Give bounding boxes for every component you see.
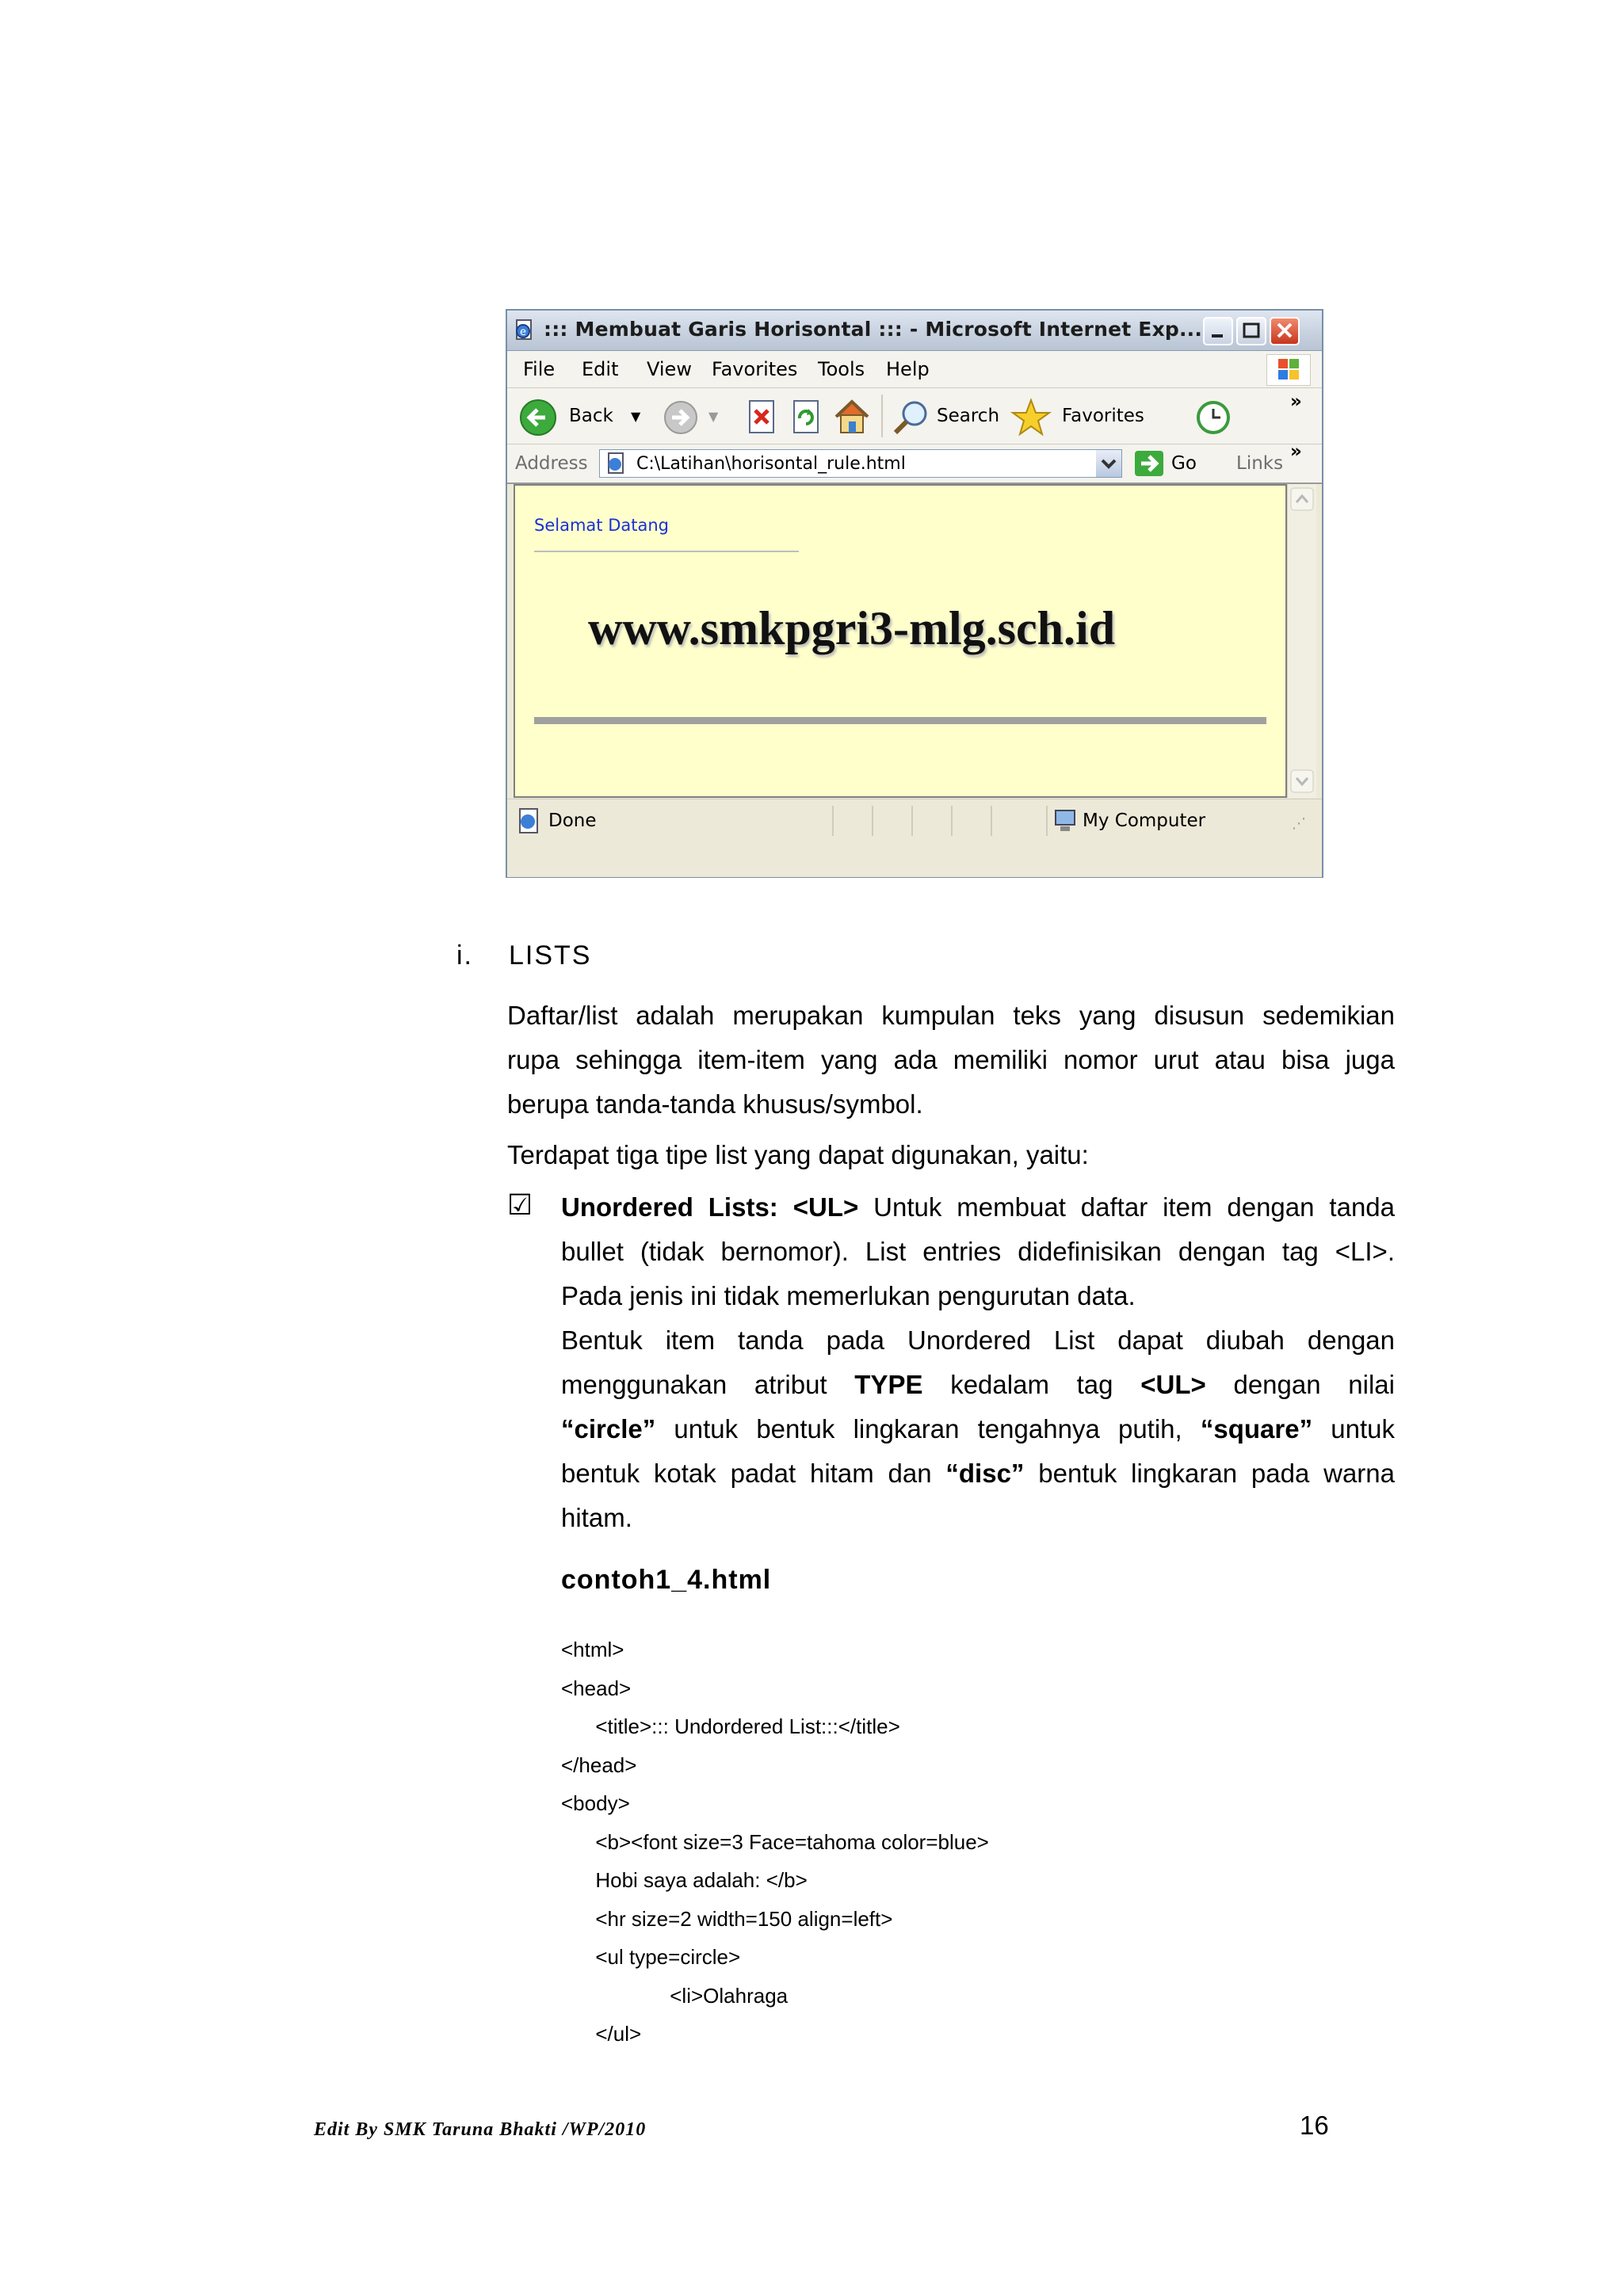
footer-credit: Edit By SMK Taruna Bhakti /WP/2010 — [314, 2119, 647, 2140]
address-input[interactable] — [599, 449, 1122, 478]
section-number: i. — [456, 940, 473, 971]
bullet-line — [561, 1363, 1395, 1407]
bullet-text: untuk — [1312, 1414, 1395, 1444]
back-dropdown-icon[interactable]: ▼ — [631, 409, 641, 424]
paragraph-intro — [507, 994, 1395, 1127]
bullet-term: “circle” — [561, 1414, 656, 1444]
section-title: LISTS — [509, 940, 592, 971]
search-button[interactable]: Search — [937, 406, 1000, 426]
forward-arrow-icon[interactable] — [663, 399, 699, 436]
page-greeting: Selamat Datang — [534, 516, 669, 535]
code-line: </head> — [561, 1753, 637, 1777]
code-line: <hr size=2 width=150 align=left> — [561, 1906, 893, 1931]
standard-toolbar — [507, 388, 1322, 444]
bullet-term: “disc” — [945, 1459, 1025, 1488]
status-text: Done — [548, 810, 597, 831]
page-number: 16 — [1300, 2111, 1329, 2140]
page-site-url: www.smkpgri3-mlg.sch.id — [588, 602, 1116, 654]
code-filename: contoh1_4.html — [561, 1565, 772, 1595]
bullet-text: kedalam tag — [922, 1370, 1141, 1399]
code-line: <html> — [561, 1638, 624, 1661]
code-line: <head> — [561, 1676, 632, 1700]
minimize-button[interactable] — [1203, 317, 1233, 345]
home-icon[interactable] — [832, 398, 872, 436]
code-listing — [561, 1630, 989, 2054]
bullet-term: Unordered Lists: <UL> — [561, 1192, 859, 1222]
page-done-icon — [515, 807, 542, 834]
menu-bar — [507, 351, 1322, 388]
maximize-icon — [1238, 318, 1265, 344]
address-label: Address — [515, 453, 588, 474]
menu-tools[interactable]: Tools — [818, 358, 865, 380]
bullet-line — [561, 1451, 1395, 1496]
bullet-term: “square” — [1200, 1414, 1313, 1444]
bullet-unordered-lists — [561, 1185, 1395, 1540]
checkbox-bullet-icon: ☑ — [507, 1188, 533, 1221]
address-bar — [507, 441, 1322, 484]
address-dropdown-icon[interactable] — [1096, 450, 1121, 477]
status-bar — [507, 799, 1322, 877]
go-arrow-icon[interactable] — [1133, 449, 1165, 478]
bullet-line — [561, 1185, 1395, 1230]
links-button[interactable]: Links — [1236, 453, 1284, 474]
horizontal-rule-small — [534, 551, 799, 552]
window-title: ::: Membuat Garis Horisontal ::: - Microsoft Internet Exp... — [544, 318, 1203, 341]
vertical-scrollbar[interactable] — [1287, 484, 1316, 798]
menu-view[interactable]: View — [647, 358, 692, 380]
bullet-text: Untuk membuat daftar item dengan tanda — [858, 1192, 1395, 1222]
paragraph-list-types — [507, 1133, 1395, 1177]
title-bar — [507, 311, 1322, 351]
ie-page-icon — [514, 318, 536, 341]
bullet-text: dengan nilai — [1205, 1370, 1395, 1399]
close-icon — [1271, 318, 1298, 344]
favorites-star-icon[interactable] — [1010, 398, 1052, 437]
bullet-text: menggunakan atribut — [561, 1370, 855, 1399]
menu-edit[interactable]: Edit — [582, 358, 619, 380]
code-line: <b><font size=3 Face=tahoma color=blue> — [561, 1829, 989, 1854]
resize-grip-icon[interactable]: ⋰ — [1292, 815, 1306, 831]
maximize-button[interactable] — [1236, 317, 1266, 345]
back-button[interactable]: Back — [569, 406, 613, 426]
go-button[interactable]: Go — [1171, 453, 1197, 474]
code-line: <li>Olahraga — [561, 1983, 789, 2008]
browser-screenshot — [506, 309, 1323, 878]
code-line: </ul> — [561, 2022, 642, 2046]
bullet-line — [561, 1407, 1395, 1451]
scroll-down-icon[interactable] — [1290, 769, 1314, 793]
history-icon[interactable] — [1193, 399, 1233, 436]
code-line: <ul type=circle> — [561, 1945, 741, 1969]
paragraph-line: rupa sehingga item-item yang ada memiliki nomor urut atau bisa juga — [507, 1045, 1395, 1074]
code-line: Hobi saya adalah: </b> — [561, 1868, 808, 1892]
favorites-button[interactable]: Favorites — [1062, 406, 1144, 426]
bullet-line: Bentuk item tanda pada Unordered List dapat diubah dengan — [561, 1325, 1395, 1355]
security-zone-text: My Computer — [1083, 810, 1206, 831]
back-arrow-icon[interactable] — [518, 398, 558, 437]
windows-logo-icon — [1266, 354, 1311, 386]
menu-favorites[interactable]: Favorites — [712, 358, 798, 380]
paragraph-line: Terdapat tiga tipe list yang dapat digunakan, yaitu: — [507, 1140, 1089, 1169]
scroll-up-icon[interactable] — [1290, 487, 1314, 511]
menu-file[interactable]: File — [523, 358, 556, 380]
bullet-text: bentuk lingkaran pada warna — [1024, 1459, 1395, 1488]
search-icon[interactable] — [891, 398, 932, 437]
bullet-line: hitam. — [561, 1503, 632, 1532]
my-computer-icon — [1052, 807, 1079, 834]
menu-help[interactable]: Help — [886, 358, 930, 380]
bullet-line: bullet (tidak bernomor). List entries didefinisikan dengan tag <LI>. — [561, 1237, 1395, 1266]
paragraph-line: Daftar/list adalah merupakan kumpulan teks yang disusun sedemikian — [507, 1001, 1395, 1030]
bullet-text: untuk bentuk lingkaran tengahnya putih, — [655, 1414, 1201, 1444]
forward-dropdown-icon[interactable]: ▼ — [708, 409, 719, 424]
code-line: <title>::: Undordered List:::</title> — [561, 1714, 900, 1738]
refresh-icon[interactable] — [789, 399, 823, 436]
address-value: C:\Latihan\horisontal_rule.html — [636, 454, 906, 474]
bullet-line: Pada jenis ini tidak memerlukan pengurutan data. — [561, 1281, 1136, 1310]
toolbar-chevron-icon[interactable]: » — [1290, 391, 1302, 412]
page-viewport — [514, 484, 1287, 798]
bullet-term: <UL> — [1140, 1370, 1206, 1399]
stop-icon[interactable] — [745, 399, 778, 436]
paragraph-line: berupa tanda-tanda khusus/symbol. — [507, 1089, 923, 1119]
horizontal-rule-large — [534, 717, 1266, 724]
bullet-text: bentuk kotak padat hitam dan — [561, 1459, 946, 1488]
close-button[interactable] — [1270, 317, 1300, 345]
minimize-icon — [1205, 318, 1232, 344]
bullet-term: TYPE — [854, 1370, 923, 1399]
links-chevron-icon[interactable]: » — [1290, 441, 1302, 462]
svg-text:e: e — [520, 326, 526, 338]
ie-page-icon — [605, 452, 628, 475]
code-line: <body> — [561, 1791, 630, 1815]
